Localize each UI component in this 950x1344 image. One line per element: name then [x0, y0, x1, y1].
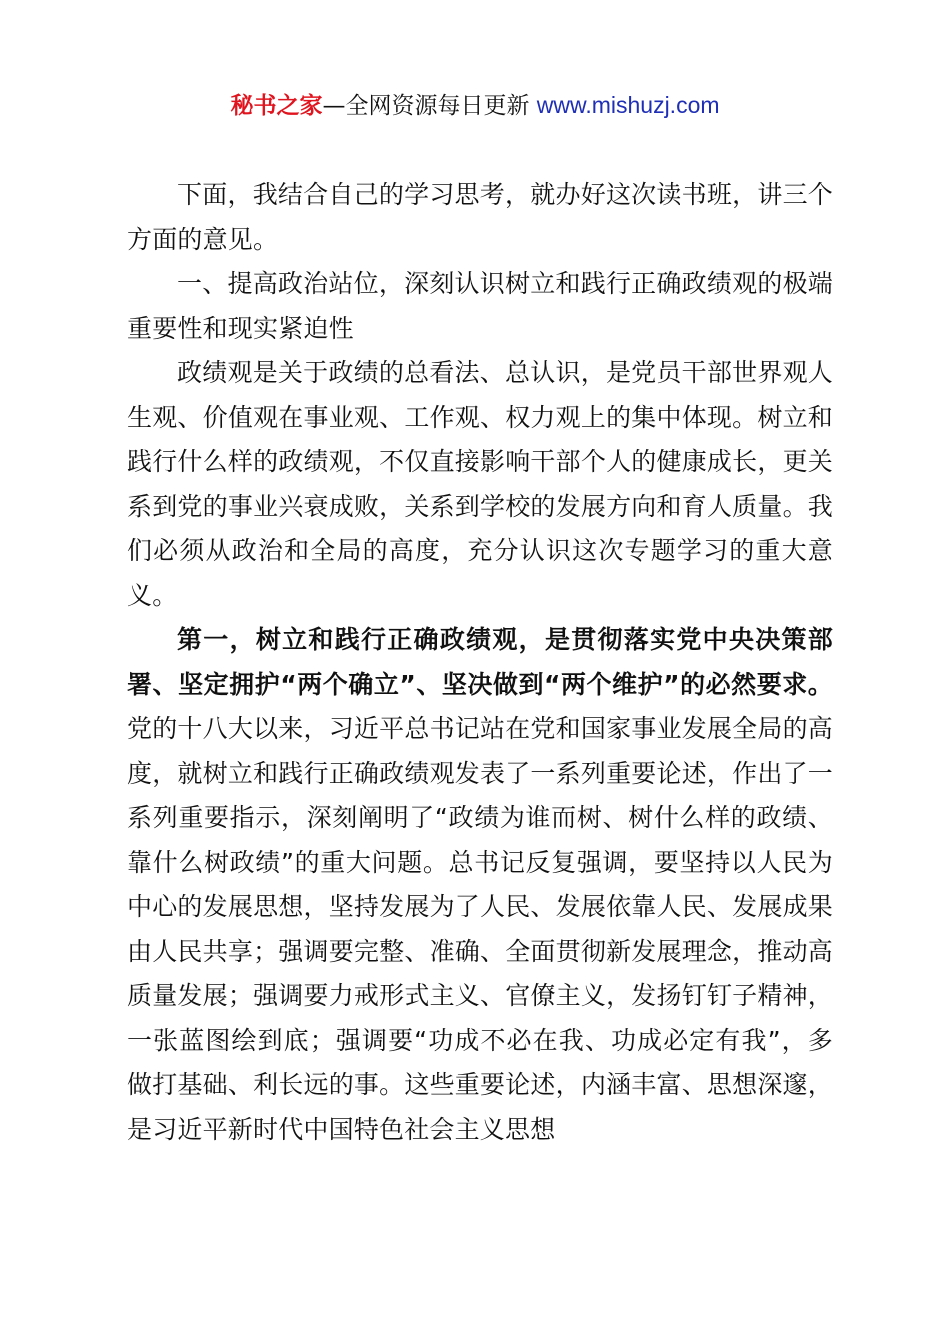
section-heading-1: 一、提高政治站位，深刻认识树立和践行正确政绩观的极端重要性和现实紧迫性 [127, 269, 833, 343]
paragraph-political-view: 政绩观是关于政绩的总看法、总认识，是党员干部世界观人生观、价值观在事业观、工作观、权力观上的集中体现。树立和践行什么样的政绩观，不仅直接影响干部个人的健康成长，更关系到党的事业兴衰成败，关系到学校的发展方向和育人质量。我们必须从政治和全局的高度，充分认识这次专题学习的重大意义。 [127, 358, 833, 610]
document-body [127, 173, 833, 1152]
paragraph-intro: 下面，我结合自己的学习思考，就办好这次读书班，讲三个方面的意见。 [127, 180, 833, 254]
paragraph-first-point [127, 618, 833, 1152]
site-url-link[interactable]: www.mishuzj.com [536, 92, 720, 118]
first-point-body: 党的十八大以来，习近平总书记站在党和国家事业发展全局的高度，就树立和践行正确政绩观发表了一系列重要论述，作出了一系列重要指示，深刻阐明了“政绩为谁而树、树什么样的政绩、靠什么树政绩”的重大问题。总书记反复强调，要坚持以人民为中心的发展思想，坚持发展为了人民、发展依靠人民、发展成果由人民共享；强调要完整、准确、全面贯彻新发展理念，推动高质量发展；强调要力戒形式主义、官僚主义，发扬钉钉子精神，一张蓝图绘到底；强调要“功成不必在我、功成必定有我”，多做打基础、利长远的事。这些重要论述，内涵丰富、思想深邃，是习近平新时代中国特色社会主义思想 [127, 714, 833, 1144]
first-point-heading: 第一，树立和践行正确政绩观，是贯彻落实党中央决策部署、坚定拥护“两个确立”、坚决做到“两个维护”的必然要求。 [127, 625, 833, 699]
site-header [0, 88, 950, 123]
header-tagline: —全网资源每日更新 [322, 93, 537, 119]
brand-name: 秘书之家 [230, 93, 323, 119]
